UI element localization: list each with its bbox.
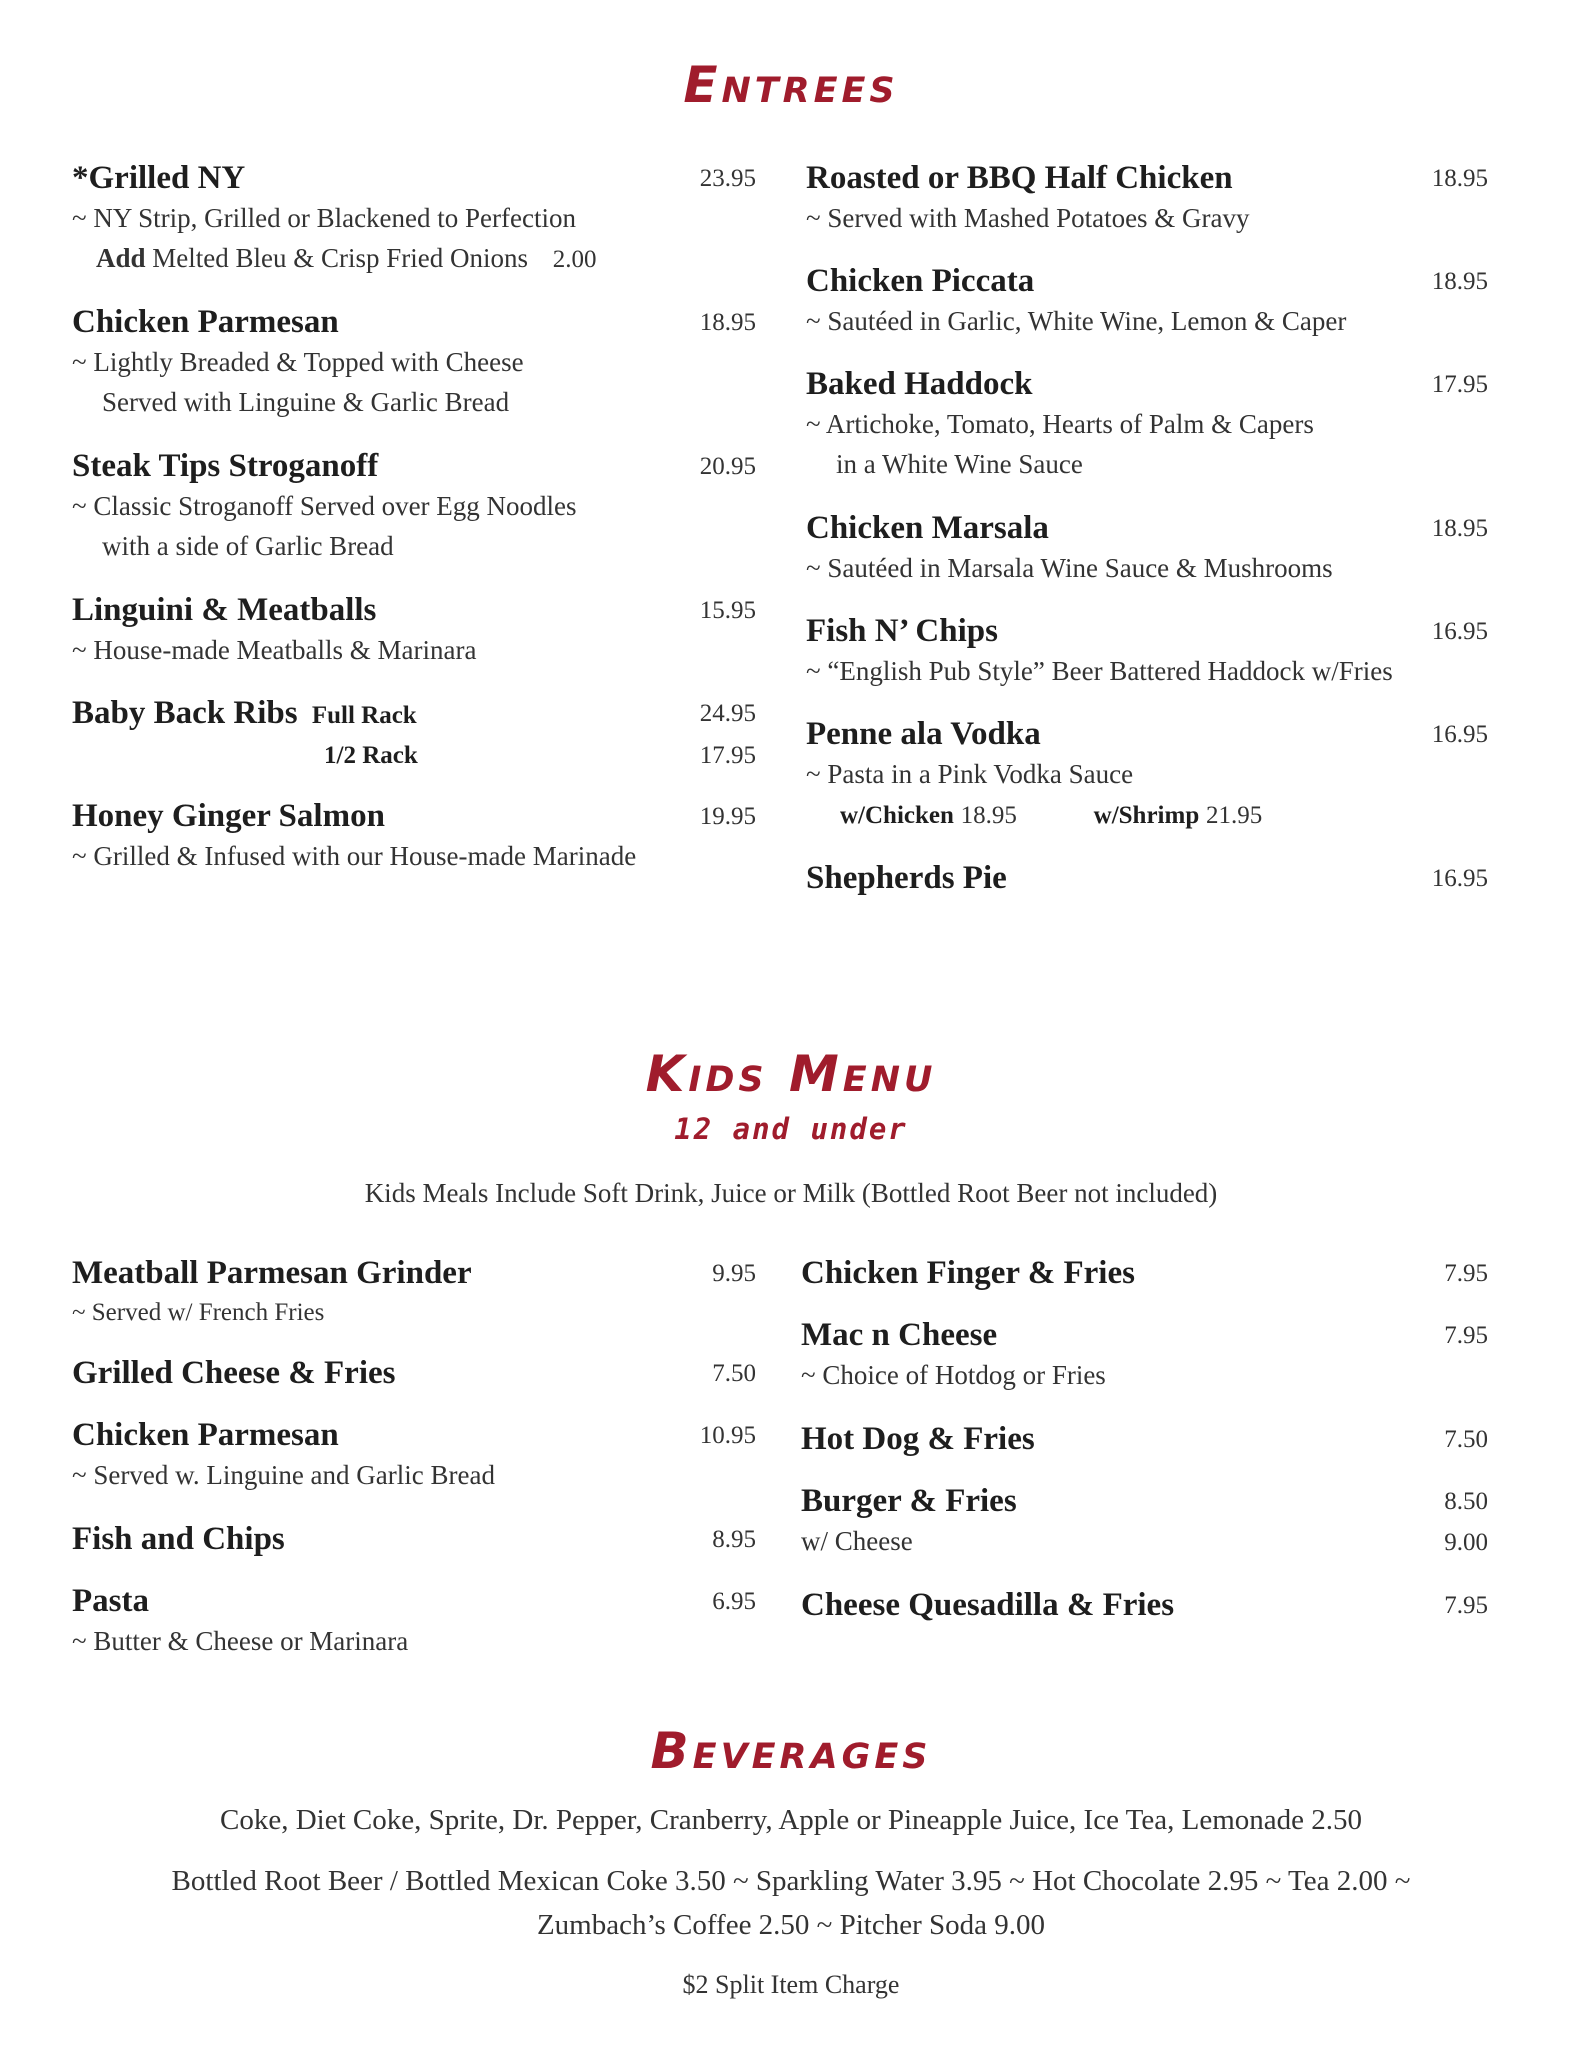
item-price: 18.95 [1431, 515, 1488, 542]
item-name: Burger & Fries [801, 1483, 1017, 1519]
item-description: ~ Served w. Linguine and Garlic Bread [72, 1460, 495, 1490]
item-price: 10.95 [699, 1422, 756, 1449]
item-name: Shepherds Pie [806, 860, 1007, 896]
item-description: ~ Sautéed in Garlic, White Wine, Lemon & Caper [806, 306, 1347, 336]
item-name: Fish and Chips [72, 1521, 285, 1557]
entrees-title: Entrees [683, 56, 899, 114]
menu-item [72, 1253, 756, 1353]
item-options [806, 794, 1488, 836]
item-price: 16.95 [1431, 721, 1488, 748]
item-name: Hot Dog & Fries [801, 1421, 1035, 1457]
beverages-title: Beverages [650, 1722, 932, 1780]
item-description: ~ Classic Stroganoff Served over Egg Noodles [72, 491, 577, 521]
menu-item [72, 302, 756, 446]
item-description-2: Served with Linguine & Garlic Bread [102, 387, 510, 417]
item-description: ~ Pasta in a Pink Vodka Sauce [806, 759, 1134, 789]
beverages-line-2: Bottled Root Beer / Bottled Mexican Coke 3.50 ~ Sparkling Water 3.95 ~ Hot Chocolate 2.95 ~ Tea 2.00 ~ [171, 1865, 1411, 1897]
menu-item [806, 364, 1488, 508]
item-price: 7.95 [1444, 1260, 1488, 1287]
item-description: ~ Choice of Hotdog or Fries [801, 1360, 1106, 1390]
item-price: 20.95 [699, 453, 756, 480]
item-name: Meatball Parmesan Grinder [72, 1255, 472, 1291]
menu-item [801, 1481, 1488, 1585]
item-price: 6.95 [712, 1588, 756, 1615]
option-row [72, 736, 756, 776]
item-name-text: Baby Back Ribs [72, 695, 298, 731]
item-description: ~ “English Pub Style” Beer Battered Haddock w/Fries [806, 656, 1393, 686]
item-name: Honey Ginger Salmon [72, 798, 385, 834]
item-price: 8.95 [712, 1526, 756, 1553]
item-price: 23.95 [699, 165, 756, 192]
item-name: Steak Tips Stroganoff [72, 448, 379, 484]
item-name: Linguini & Meatballs [72, 592, 377, 628]
option-half-rack-price: 17.95 [699, 742, 756, 769]
item-description-2: in a White Wine Sauce [836, 449, 1083, 479]
item-name: Chicken Finger & Fries [801, 1255, 1135, 1291]
item-name: Roasted or BBQ Half Chicken [806, 160, 1233, 196]
kids-menu-note: Kids Meals Include Soft Drink, Juice or Milk (Bottled Root Beer not included) [364, 1178, 1218, 1208]
addon-label: Add [96, 243, 146, 273]
entrees-right-column [806, 158, 1488, 918]
menu-item [806, 158, 1488, 261]
kids-left-column [72, 1253, 756, 1671]
menu-item [72, 693, 756, 796]
item-variant-label: w/ Cheese [801, 1526, 913, 1556]
item-price: 9.95 [712, 1260, 756, 1287]
item-name: Baked Haddock [806, 366, 1033, 402]
item-price: 7.95 [1444, 1592, 1488, 1619]
menu-item [801, 1253, 1488, 1315]
item-description: ~ Sautéed in Marsala Wine Sauce & Mushrooms [806, 553, 1333, 583]
item-name: Chicken Marsala [806, 510, 1049, 546]
item-price: 18.95 [1431, 165, 1488, 192]
item-description-2: with a side of Garlic Bread [102, 531, 394, 561]
beverages-line-1: Coke, Diet Coke, Sprite, Dr. Pepper, Cranberry, Apple or Pineapple Juice, Ice Tea, Lemonade 2.50 [220, 1804, 1362, 1836]
item-price: 7.50 [712, 1360, 756, 1387]
item-description: ~ Served with Mashed Potatoes & Gravy [806, 203, 1250, 233]
option-shrimp-label: w/Shrimp [1093, 802, 1200, 829]
menu-item [801, 1315, 1488, 1419]
entrees-left-column [72, 158, 756, 899]
item-description: ~ Artichoke, Tomato, Hearts of Palm & Capers [806, 409, 1314, 439]
item-description: ~ Grilled & Infused with our House-made Marinade [72, 841, 637, 871]
menu-item [72, 1415, 756, 1519]
item-price: 16.95 [1431, 618, 1488, 645]
menu-item [806, 714, 1488, 858]
menu-item [72, 796, 756, 899]
item-variant-row [801, 1521, 1488, 1561]
item-description: ~ Lightly Breaded & Topped with Cheese [72, 347, 524, 377]
item-name: Chicken Piccata [806, 263, 1035, 299]
menu-item [72, 1519, 756, 1581]
item-price: 18.95 [1431, 268, 1488, 295]
item-price: 16.95 [1431, 865, 1488, 892]
option-half-rack: 1/2 Rack [324, 742, 418, 769]
kids-menu-title: Kids Menu [645, 1045, 937, 1103]
item-name: Chicken Parmesan [72, 304, 339, 340]
item-name: Penne ala Vodka [806, 716, 1041, 752]
option-chicken-price: 18.95 [960, 802, 1017, 829]
item-price: 17.95 [1431, 371, 1488, 398]
option-shrimp-price: 21.95 [1206, 802, 1263, 829]
kids-right-column [801, 1253, 1488, 1647]
item-name: Mac n Cheese [801, 1317, 998, 1353]
item-addon [72, 238, 756, 280]
item-name [72, 693, 756, 736]
item-name: Chicken Parmesan [72, 1417, 339, 1453]
item-name: Pasta [72, 1583, 149, 1619]
menu-item [806, 858, 1488, 918]
addon-text: Melted Bleu & Crisp Fried Onions [145, 243, 529, 273]
item-description: ~ Butter & Cheese or Marinara [72, 1626, 409, 1656]
menu-item [72, 446, 756, 590]
menu-item [806, 508, 1488, 611]
item-name: *Grilled NY [72, 160, 246, 196]
beverages-line-3: Zumbach’s Coffee 2.50 ~ Pitcher Soda 9.00 [536, 1909, 1046, 1941]
option-full-rack: Full Rack [311, 702, 417, 729]
menu-item [806, 261, 1488, 364]
item-price: 7.50 [1444, 1426, 1488, 1453]
menu-item [801, 1585, 1488, 1647]
split-item-charge: $2 Split Item Charge [682, 1970, 900, 1999]
item-description: ~ Served w/ French Fries [72, 1299, 325, 1326]
item-name: Fish N’ Chips [806, 613, 998, 649]
item-price: 24.95 [699, 700, 756, 727]
menu-item [801, 1419, 1488, 1481]
menu-item [72, 158, 756, 302]
menu-item [72, 1353, 756, 1415]
item-name: Cheese Quesadilla & Fries [801, 1587, 1175, 1623]
menu-item [72, 1581, 756, 1671]
item-description: ~ NY Strip, Grilled or Blackened to Perfection [72, 203, 576, 233]
item-price: 19.95 [699, 803, 756, 830]
kids-menu-subtitle: 12 and under [674, 1112, 908, 1146]
item-price: 7.95 [1444, 1322, 1488, 1349]
item-variant-price: 9.00 [1444, 1529, 1488, 1556]
option-chicken-label: w/Chicken [840, 802, 954, 829]
item-price: 15.95 [699, 597, 756, 624]
item-description: ~ House-made Meatballs & Marinara [72, 635, 477, 665]
menu-item [72, 590, 756, 693]
addon-price: 2.00 [552, 246, 597, 273]
item-price: 8.50 [1444, 1488, 1488, 1515]
item-name: Grilled Cheese & Fries [72, 1355, 396, 1391]
menu-item [806, 611, 1488, 714]
item-price: 18.95 [699, 309, 756, 336]
